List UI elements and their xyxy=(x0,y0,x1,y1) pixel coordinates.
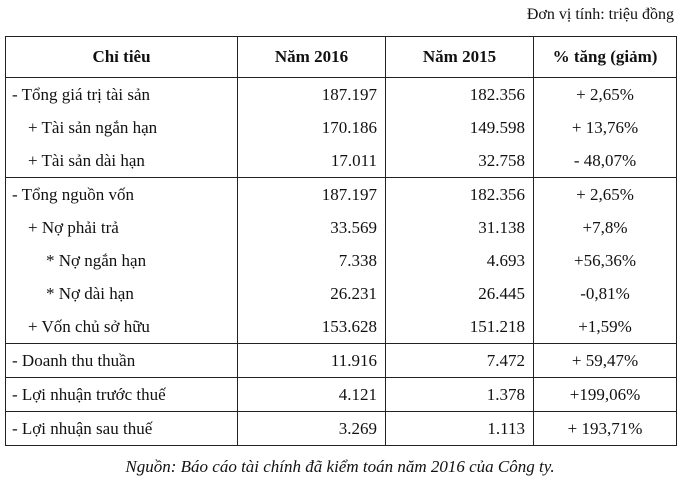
table-row xyxy=(6,178,677,212)
table-row xyxy=(6,378,677,412)
table-header-row xyxy=(6,37,677,78)
change-percent: + 2,65% xyxy=(534,78,677,112)
unit-label: Đơn vị tính: triệu đồng xyxy=(526,6,674,23)
value-2016: 26.231 xyxy=(238,277,386,310)
row-label: * Nợ ngắn hạn xyxy=(6,244,238,277)
value-2015: 1.113 xyxy=(386,412,534,446)
value-2016: 4.121 xyxy=(238,378,386,412)
table-row xyxy=(6,111,677,144)
value-2016: 187.197 xyxy=(238,178,386,212)
table-row xyxy=(6,344,677,378)
row-label: * Nợ dài hạn xyxy=(6,277,238,310)
source-note: Nguồn: Báo cáo tài chính đã kiểm toán năm 2016 của Công ty. xyxy=(125,457,555,476)
value-2016: 170.186 xyxy=(238,111,386,144)
row-label: + Tài sản dài hạn xyxy=(6,144,238,178)
value-2015: 182.356 xyxy=(386,178,534,212)
row-label: - Tổng nguồn vốn xyxy=(6,178,238,212)
change-percent: - 48,07% xyxy=(534,144,677,178)
change-percent: + 13,76% xyxy=(534,111,677,144)
table-row xyxy=(6,310,677,344)
value-2015: 1.378 xyxy=(386,378,534,412)
row-label: + Tài sản ngắn hạn xyxy=(6,111,238,144)
row-label: - Lợi nhuận trước thuế xyxy=(6,378,238,412)
change-percent: + 2,65% xyxy=(534,178,677,212)
table-row xyxy=(6,144,677,178)
row-label: - Lợi nhuận sau thuế xyxy=(6,412,238,446)
change-percent: + 193,71% xyxy=(534,412,677,446)
value-2015: 31.138 xyxy=(386,211,534,244)
value-2015: 182.356 xyxy=(386,78,534,112)
header-year-2016: Năm 2016 xyxy=(238,37,386,78)
header-indicator: Chỉ tiêu xyxy=(6,37,238,78)
change-percent: -0,81% xyxy=(534,277,677,310)
value-2016: 3.269 xyxy=(238,412,386,446)
header-year-2015: Năm 2015 xyxy=(386,37,534,78)
value-2015: 32.758 xyxy=(386,144,534,178)
value-2015: 4.693 xyxy=(386,244,534,277)
value-2016: 7.338 xyxy=(238,244,386,277)
value-2015: 149.598 xyxy=(386,111,534,144)
table-row xyxy=(6,244,677,277)
change-percent: +56,36% xyxy=(534,244,677,277)
table-row xyxy=(6,277,677,310)
header-change-percent: % tăng (giảm) xyxy=(534,37,677,78)
value-2015: 7.472 xyxy=(386,344,534,378)
change-percent: +7,8% xyxy=(534,211,677,244)
value-2015: 26.445 xyxy=(386,277,534,310)
table-row xyxy=(6,211,677,244)
value-2016: 11.916 xyxy=(238,344,386,378)
row-label: + Nợ phải trả xyxy=(6,211,238,244)
value-2016: 17.011 xyxy=(238,144,386,178)
value-2016: 33.569 xyxy=(238,211,386,244)
change-percent: +199,06% xyxy=(534,378,677,412)
row-label: - Doanh thu thuần xyxy=(6,344,238,378)
value-2016: 187.197 xyxy=(238,78,386,112)
financial-summary-table xyxy=(5,36,677,446)
value-2015: 151.218 xyxy=(386,310,534,344)
row-label: + Vốn chủ sở hữu xyxy=(6,310,238,344)
change-percent: +1,59% xyxy=(534,310,677,344)
table-row xyxy=(6,78,677,112)
table-body xyxy=(6,78,677,446)
table-row xyxy=(6,412,677,446)
change-percent: + 59,47% xyxy=(534,344,677,378)
value-2016: 153.628 xyxy=(238,310,386,344)
row-label: - Tổng giá trị tài sản xyxy=(6,78,238,112)
